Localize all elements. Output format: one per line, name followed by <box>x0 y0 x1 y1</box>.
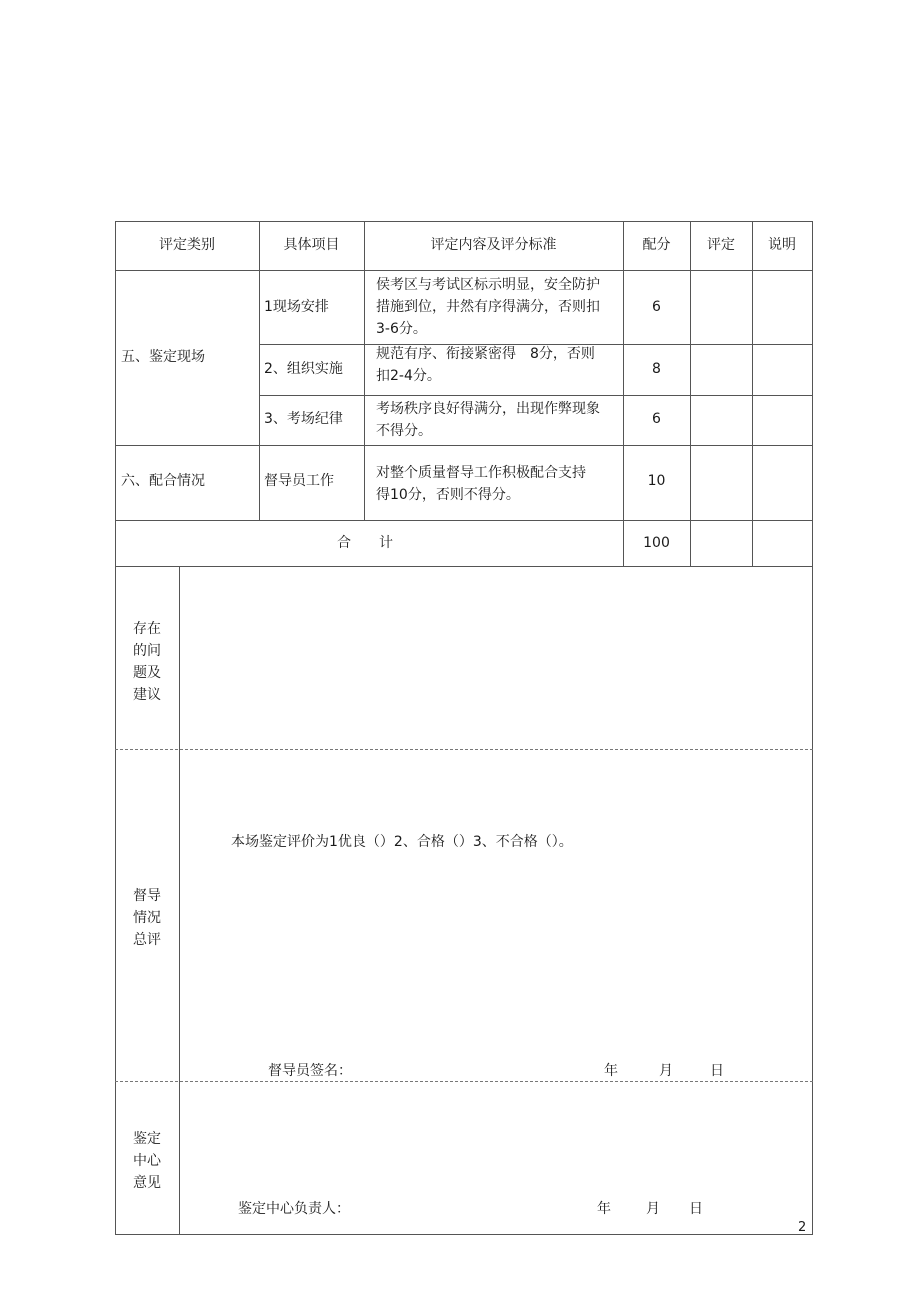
header-item: 具体项目 <box>283 237 340 253</box>
evaluation-text: 本场鉴定评价为1优良（）2、合格（）3、不合格（）。 <box>231 834 573 850</box>
header-criteria: 评定内容及评分标准 <box>430 237 557 253</box>
supervisor-month-label: 月 <box>659 1063 673 1079</box>
page-number: 2 <box>798 1220 807 1235</box>
center-signature-label: 鉴定中心负责人： <box>238 1201 350 1217</box>
supervisor-year-label: 年 <box>604 1063 618 1079</box>
total-points: 100 <box>643 535 670 551</box>
criteria-supervisor-work: 对整个质量督导工作积极配合支持得10分，否则不得分。 <box>376 465 586 503</box>
center-day-label: 日 <box>689 1201 703 1217</box>
center-label: 鉴定 中心 意见 <box>133 1131 161 1191</box>
center-year-label: 年 <box>597 1201 611 1217</box>
supervisor-day-label: 日 <box>710 1063 724 1079</box>
total-label: 合 计 <box>337 535 393 551</box>
criteria-discipline: 考场秩序良好得满分，出现作弊现象不得分。 <box>376 401 600 439</box>
header-category: 评定类别 <box>159 237 215 253</box>
item-site-arrangement: 1现场安排 <box>264 299 329 315</box>
problems-label: 存在 的问 题及 建议 <box>133 621 161 703</box>
category-site: 五、鉴定现场 <box>121 349 205 365</box>
header-rating: 评定 <box>707 237 735 253</box>
points-discipline: 6 <box>652 411 661 427</box>
points-site-arrangement: 6 <box>652 299 661 315</box>
category-cooperation: 六、配合情况 <box>121 473 205 489</box>
header-note: 说明 <box>768 237 796 253</box>
supervisor-signature-label: 督导员签名： <box>268 1063 352 1079</box>
center-month-label: 月 <box>646 1201 660 1217</box>
summary-label: 督导 情况 总评 <box>133 888 161 948</box>
points-supervisor-work: 10 <box>647 473 666 489</box>
points-organization: 8 <box>652 361 661 377</box>
item-supervisor-work: 督导员工作 <box>264 473 334 489</box>
criteria-site-arrangement: 侯考区与考试区标示明显，安全防护措施到位，井然有序得满分，否则扣3-6分。 <box>376 277 600 337</box>
criteria-organization: 规范有序、衔接紧密得 8分，否则扣2-4分。 <box>376 346 595 384</box>
item-discipline: 3、考场纪律 <box>264 411 343 427</box>
header-points: 配分 <box>642 237 671 253</box>
item-organization: 2、组织实施 <box>264 361 343 377</box>
